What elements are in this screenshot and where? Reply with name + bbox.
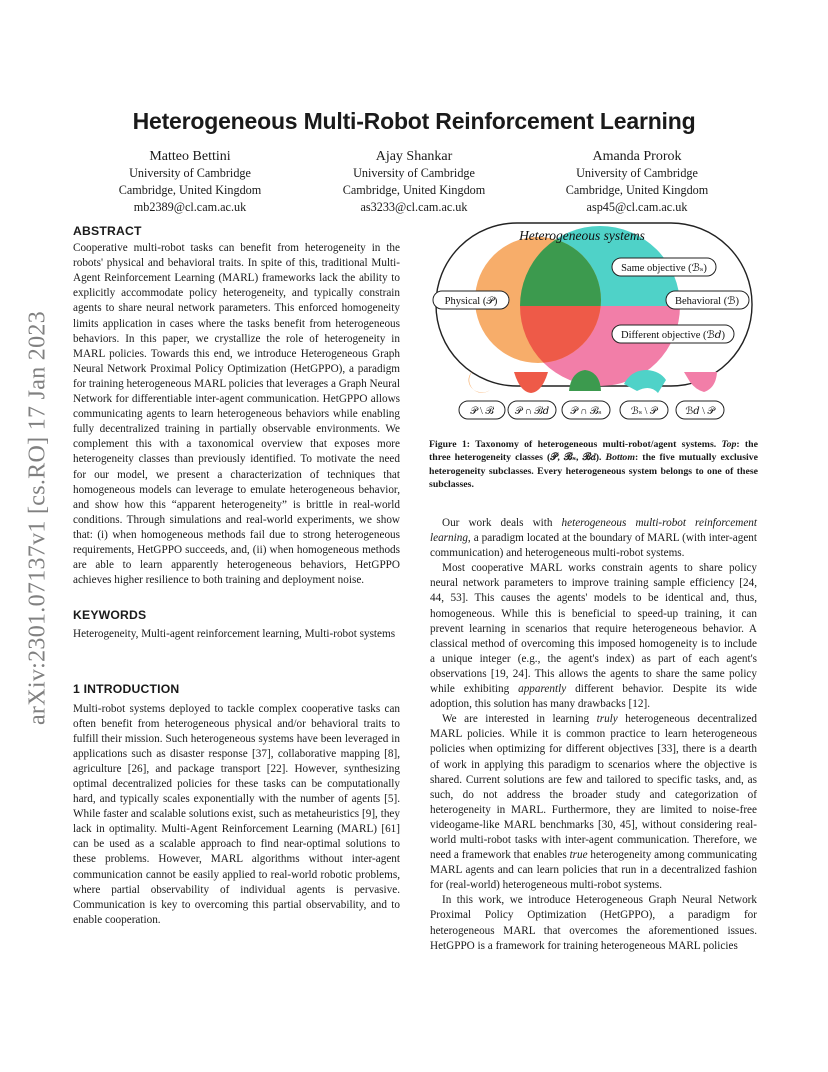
keywords-heading: KEYWORDS — [73, 608, 147, 623]
author-block — [527, 148, 747, 216]
figure-taxonomy — [428, 222, 758, 422]
author-block — [304, 148, 524, 216]
label-same-objective: Same objective (ℬₛ) — [621, 263, 707, 274]
figure-header-text: Heterogeneous systems — [519, 228, 645, 243]
left-column — [73, 224, 400, 928]
author-email: asp45@cl.cam.ac.uk — [586, 200, 688, 214]
subclass-label: ℬₛ \ 𝒫 — [630, 406, 658, 417]
author-email: mb2389@cl.cam.ac.uk — [133, 200, 247, 214]
paragraph: We are interested in learning truly heterogeneous decentralized MARL policies. While it is common practice to learn heterogeneous policies when optimizing for different objectives [33], there is a dearth of work in applying this paradigm to scenarios where the objective is shared. Current solutions are few and tailored to specific tasks, and, as such, do not address the broader study and categorization of heterogeneity in MARL. Furthermore, they are limited to noise-free videogame-like MARL benchmarks [30, 45], without considering real-world multi-robot tasks with inter-agent communication. Therefore, we need a framework that enables true heterogeneity among communicating MARL agents and can learn policies that run in a decentralized fashion for (real-world) heterogeneous multi-robot systems. — [430, 713, 757, 892]
label-physical: Physical (𝒫) — [444, 296, 498, 307]
author-affiliation: University of Cambridge — [129, 166, 251, 180]
right-column — [430, 516, 757, 954]
abstract-text: Cooperative multi-robot tasks can benefit from heterogeneity in the robots' physical and behavioral traits. In spite of this, traditional Multi-Agent Reinforcement Learning (MARL) frameworks lack the ability to explicitly accommodate policy heterogeneity, and typically constrain agents to share neural network parameters. This enforced homogeneity limits application in cases where the tasks benefit from heterogeneous behaviors. In this paper, we crystallize the role of heterogeneity in MARL policies. Towards this end, we introduce Heterogeneous Graph Neural Network Proximal Policy Optimization (HetGPPO), a paradigm for training heterogeneous MARL policies that leverages a Graph Neural Network for differentiable inter-agent communication. HetGPPO allows communicating agents to learn heterogeneous behaviors while enabling fully decentralized training in partially observable environments. We complement this with a taxonomical overview that exposes more heterogeneity classes than previously identified. To motivate the need for our model, we present a characterization of techniques that homogeneous models can leverage to emulate heterogeneous behavior, and show how this “apparent heterogeneity” is brittle in real-world conditions. Through simulations and real-world experiments, we show that: (i) when homogeneous methods fail due to strong heterogeneous requirements, HetGPPO succeeds, and, (ii) when homogeneous methods are able to learn apparently heterogeneous behaviors, HetGPPO achieves higher resilience to both training and deployment noise. — [73, 242, 400, 587]
caption-bottom-text: : the five mutually exclusive heterogeneity subclasses. Every heterogeneous system belongs to one of these subclasses. — [429, 452, 758, 491]
author-location: Cambridge, United Kingdom — [118, 183, 262, 197]
caption-top-label: Top — [721, 439, 737, 450]
subclass-physical-different-shape — [514, 372, 548, 393]
subclass-label: 𝒫 ∩ ℬₛ — [570, 406, 602, 417]
label-different-objective: Different objective (ℬ𝑑) — [621, 330, 725, 341]
paper-title: Heterogeneous Multi-Robot Reinforcement Learning — [132, 108, 696, 134]
introduction-heading: 1 INTRODUCTION — [73, 682, 180, 697]
author-location: Cambridge, United Kingdom — [565, 183, 709, 197]
paragraph: Most cooperative MARL works constrain agents to share policy neural network parameters to improve training sample efficiency [24, 44, 53]. This causes the agents' models to be identical and, thus, homogeneous. While this is beneficial to speed-up training, it can prevent learning in scenarios that require heterogeneous behavior. A classical method of overcoming this imposed homogeneity is to include a unique integer (e.g., the agent's index) as part of each agent's observations [19, 24]. This allows the agents to share the same policy while exhibiting apparently different behavior. Despite its wide adoption, this solution has many drawbacks [12]. — [430, 562, 757, 711]
subclass-label: 𝒫 \ ℬ — [470, 406, 494, 417]
figure-caption — [429, 438, 758, 492]
author-name: Ajay Shankar — [375, 149, 453, 164]
paragraph: In this work, we introduce Heterogeneous Graph Neural Network Proximal Policy Optimization (HetGPPO), a paradigm for heterogeneous MARL that overcomes the aforementioned issues. HetGPPO is a framework for training heterogeneous MARL policies — [430, 894, 757, 952]
author-location: Cambridge, United Kingdom — [342, 183, 486, 197]
arxiv-identifier: arXiv:2301.07137v1 [cs.RO] 17 Jan 2023 — [24, 310, 51, 726]
subclass-label: 𝒫 ∩ ℬ𝑑 — [514, 406, 550, 417]
caption-top-text: : the three heterogeneity classes (𝒫, ℬₛ, ℬ𝑑). — [429, 439, 758, 464]
taxonomy-venn-diagram — [428, 222, 758, 422]
introduction-text: Multi-robot systems deployed to tackle complex cooperative tasks can often benefit from heterogeneous physical and/or behavioral traits to fulfill their mission. Such heterogeneous systems have been leveraged in applications such as disaster response [37], collaborative mapping [8], agriculture [26], and package transport [22]. However, synthesizing optimal decentralized policies for these tasks can be computationally hard, and typically scales exponentially with the number of agents [5]. While faster and scalable solutions exist, such as metaheuristics [9], they lack in optimality. Multi-Agent Reinforcement Learning (MARL) [61] can be used as a scalable approach to find near-optimal solutions to these problems. However, MARL algorithms without inter-agent communication cannot be easily applied to real-world robotic problems, where partial observability of individual agents is pervasive. Communication is key to overcoming this partial observability, and to enable cooperation. — [73, 702, 400, 926]
author-block — [80, 148, 300, 216]
author-email: as3233@cl.cam.ac.uk — [360, 200, 468, 214]
author-affiliation: University of Cambridge — [576, 166, 698, 180]
arxiv-sidebar — [18, 288, 58, 748]
author-name: Amanda Prorok — [592, 149, 682, 164]
paragraph: Our work deals with heterogeneous multi-robot reinforcement learning, a paradigm located at the boundary of MARL (with inter-agent communication) and heterogeneous multi-robot systems. — [430, 517, 757, 560]
caption-bottom-label: Bottom — [605, 452, 635, 464]
caption-label: Figure 1: Taxonomy of heterogeneous multi-robot/agent systems. — [429, 439, 717, 450]
label-behavioral: Behavioral (ℬ) — [675, 296, 739, 307]
subclass-label: ℬ𝑑 \ 𝒫 — [685, 406, 715, 417]
keywords-text: Heterogeneity, Multi-agent reinforcement learning, Multi-robot systems — [73, 628, 396, 641]
abstract-heading: ABSTRACT — [73, 224, 142, 238]
author-name: Matteo Bettini — [149, 149, 231, 164]
author-affiliation: University of Cambridge — [353, 166, 475, 180]
